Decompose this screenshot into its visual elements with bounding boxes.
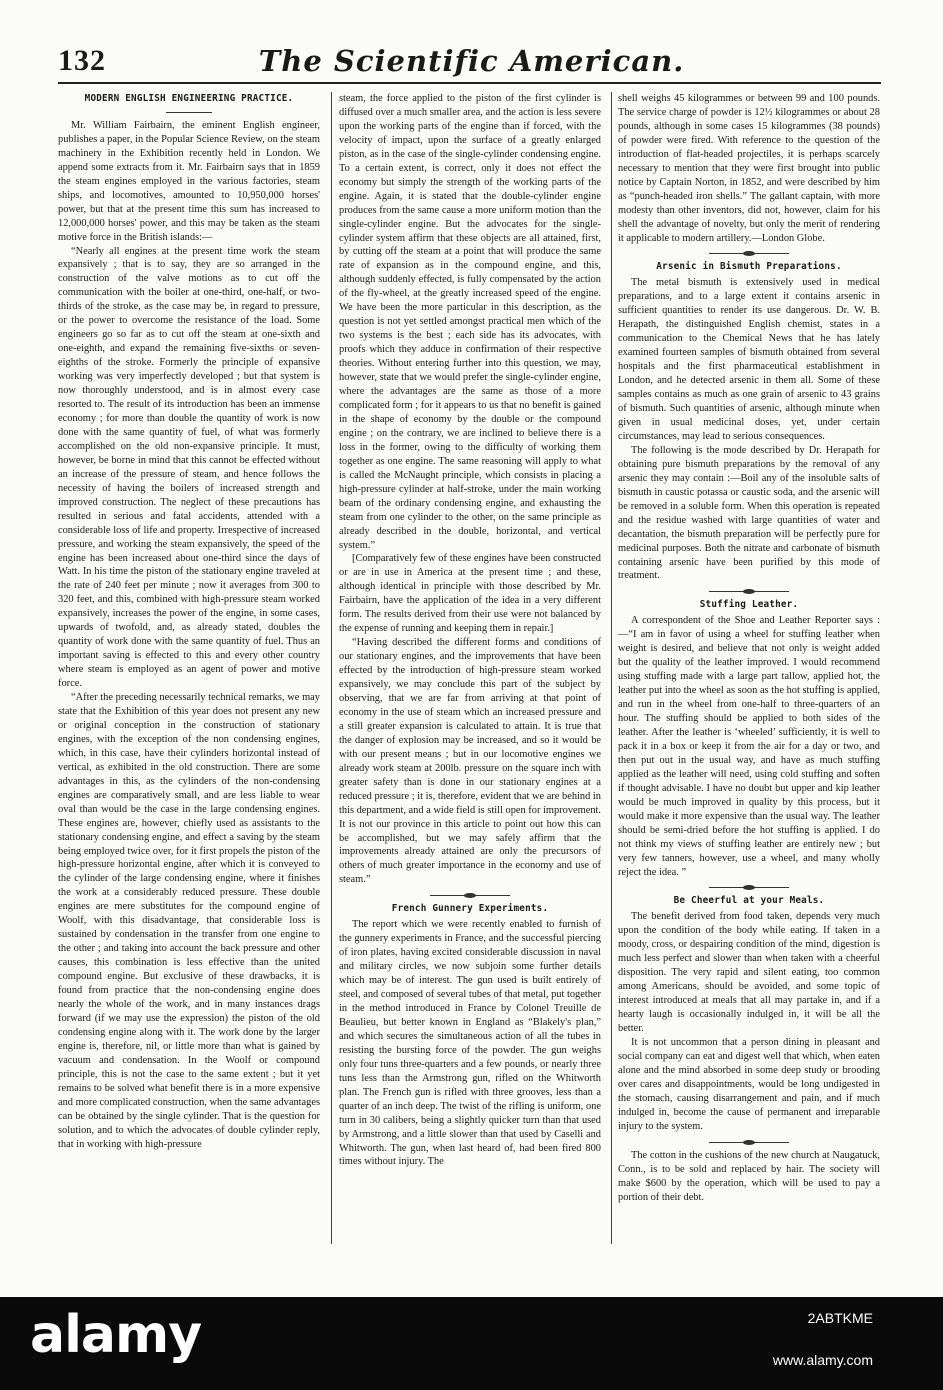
paragraph: The benefit derived from food taken, depends very much upon the condition of the body while eating. If taken in a moody, cross, or despairing condition of the mind, digestion is much less perfect and slower than when taken with a cheerful disposition. The very rapid and silent eating, too common among Americans, should be avoided, and some topic of interest introduced at meals that all may partake in, and if a hearty laugh is occasionally indulged in, it will be all the better. — [618, 911, 880, 1035]
section-ornament — [430, 895, 510, 896]
column-3 — [618, 92, 880, 1242]
image-id: 2ABTKME — [807, 1310, 873, 1326]
masthead: The Scientific American. — [258, 44, 685, 78]
article-title-bismuth: Arsenic in Bismuth Preparations. — [656, 261, 842, 273]
paragraph: The report which we were recently enabled to furnish of the gunnery experiments in France, and the successful piercing of iron plates, having excited considerable discussion in naval and military circles, we now subjoin some further details which may be of interest. The gun used is built entirely of steel, and composed of several tubes of that metal, put together in the method introduced in France by Colonel Treuille de Beaulieu, but better known in England as “Blakely's plan,” and which secures the simultaneous action of all the tubes in resisting the bursting force of the powder. The gun weighs only four tuns three-quarters and a few pounds, or nearly three tuns less than the Armstrong gun, rifled on the Whitworth plan. The French gun is rifled with three grooves, less than a quarter of an inch deep. The twist of the rifling is uniform, one turn in 30 calibers, being a slightly quicker turn than that used by Armstrong, and a little slower than that used by Caselli and Whitworth. The gun, when last heard of, had been fired 800 times without injury. The — [339, 919, 601, 1168]
paragraph: The following is the mode described by Dr. Herapath for obtaining pure bismuth preparations by the removal of any arsenic they may contain :—Boil any of the insoluble salts of bismuth in caustic potassa or caustic soda, and the arsenic will be removed in a soluble form. When this operation is repeated and the residue washed with large quantities of water and decantation, the bismuth preparation will be perfectly pure for medicinal purposes. Both the nitrate and carbonate of bismuth containing arsenic have been purified by this mode of treatment. — [618, 444, 880, 582]
paragraph: It is not uncommon that a person dining in pleasant and social company can eat and digest well that which, when eaten alone and the mind absorbed in some deep study or brooding over cares and disappointments, would be long undigested in the stomach, causing disarrangement and pain, and if much indulged in, become the cause of permanent and irreparable injury to the system. — [618, 1037, 880, 1132]
paragraph: The cotton in the cushions of the new church at Naugatuck, Conn., is to be sold and replaced by hair. The society will make $600 by the operation, which will be used to pay a portion of their debt. — [618, 1149, 880, 1203]
paragraph: steam, the force applied to the piston of the first cylinder is diffused over a much smaller area, and the action is less severe upon the working parts of the engine than if forced, with the velocity of impact, upon the surface of a greatly enlarged piston, as in the case of the single-cylinder condensing engine. To a certain extent, is correct, only it does not effect the economy but simply the strength of the working parts of the engine. Again, it is stated that the double-cylinder engine produces from the same cause a more uniform motion than the single-cylinder engine. But the advocates for the single-cylinder system affirm that these objects are all attained, first, by cutting off the steam at a point that will produce the same rate of expansion as in the compound engine, and this, although suddenly effected, is fully compensated by the action of the fly-wheel, at the greatly increased speed of the engine. We have been the more particular in this description, as the question is not yet settled amongst practical men which of the two systems is the best ; each side has its advocates, with proofs which they adduce in confirmation of their respective theories. Without entering further into this question, we may, however, state that we would prefer the single-cylinder engine, where the advantages are the same as those of a more complicated form ; for it appears to us that no benefit is gained in the shape of economy by the double or the compound engine ; on the contrary, we are inclined to believe there is a loss in the former, owing to the difficulty of working them together as one engine. The same reasoning will apply to what is called the McNaught principle, which consists in placing a high-pressure cylinder at half-stroke, under the main working beam of the ordinary condensing engine, and exhausting the steam from one cylinder to the other, on the same principle as already described in the double, horizontal, and vertical system.” — [339, 93, 601, 551]
article-title-gunnery: French Gunnery Experiments. — [391, 903, 549, 915]
paragraph: “Having described the different forms and conditions of our stationary engines, and the improvements that have been effected by the introduction of high-pressure steam worked expansively, we may conclude this part of the subject by observing, that we are far from arriving at that point of economy in the use of steam which an increased pressure and a still greater expansion is calculated to attain. It is true that the danger of explosion may be increased, and so it would be with our present means ; but in our locomotive engines we already work steam at 200lb. pressure on the square inch with greater safety than is done in our stationary engines at a reduced pressure ; it is, therefore, evident that we are behind in this department, and a wide field is still open for improvement. It is not our province in this article to point out how this can be accomplished, but we may safely affirm that the improvements already attained are only the precursors of others of much greater importance in the economy and use of steam.” — [339, 637, 601, 886]
column-divider — [611, 92, 612, 1244]
paragraph: shell weighs 45 kilogrammes or between 99 and 100 pounds. The service charge of powder is 12½ kilogrammes or about 28 pounds, although in some cases 15 kilogrammes (38 pounds) of powder were fired. With reference to the question of the introduction of flat-headed projectiles, it is perhaps scarcely necessary to mention that they were first brought into public notice by Captain Norton, in 1852, and were described by him as “punch-headed iron shells.” The gallant captain, with more modesty than other inventors, did not, however, claim for his shell the advantage of novelty, but only the merit of rendering it applicable to modern artillery.—London Globe. — [618, 93, 880, 244]
section-ornament — [709, 591, 789, 592]
section-ornament — [709, 1142, 789, 1143]
article-title-leather: Stuffing Leather. — [699, 599, 799, 611]
paragraph: [Comparatively few of these engines have been constructed or are in use in America at the present time ; and these, although identical in principle with those described by Mr. Fairbairn, have the application of the idea in a very different form. The results derived from their use were not balanced by the expense of running and keeping them in repair.] — [339, 553, 601, 635]
section-ornament — [709, 253, 789, 254]
section-ornament — [709, 887, 789, 888]
paragraph: The metal bismuth is extensively used in medical preparations, and to a large extent it contains arsenic in sufficient quantities to render its use dangerous. Dr. W. B. Herapath, the distinguished English chemist, states in a communication to the Chemical News that he has lately examined fourteen samples of bismuth obtained from several hospitals and the first pharmaceutical establishment in London, and he detected arsenic in them all. Some of these samples contains as much as one grain of arsenic to 43 grains of bismuth. Such quantities of arsenic, although minute when given in usual medicinal doses, yet, under certain circumstances, may lead to serious consequences. — [618, 277, 880, 442]
site-url: www.alamy.com — [772, 1352, 873, 1368]
alamy-logo: alamy — [30, 1305, 202, 1365]
column-2 — [339, 92, 601, 1242]
article-title-engineering: MODERN ENGLISH ENGINEERING PRACTICE. — [84, 93, 294, 104]
article-title-meals: Be Cheerful at your Meals. — [673, 895, 825, 907]
column-1 — [58, 92, 320, 1242]
title-rule — [166, 112, 212, 113]
paragraph: Mr. William Fairbairn, the eminent English engineer, publishes a paper, in the Popular Science Review, on the steam machinery in the Exhibition recently held in London. We append some extracts from it. Mr. Fairbairn says that in 1859 the steam engines employed in the various factories, steam ships, and locomotives, amounted to 10,950,000 horses' power, but that at the present time this sum has increased to 12,000,000 horses' power, and this may be taken as the steam motive force in the British islands:— — [58, 119, 320, 243]
paragraph: A correspondent of the Shoe and Leather Reporter says :—“I am in favor of using a wheel for stuffing leather when weight is desired, and believe that not only is weight added but the quality of the leather improved. I would recommend using stuffing made with a large part tallow, applied hot, the leather put into the wheel as soon as the hot stuffing is applied, and run in the wheel from one-half to three-quarters of an hour. The stuffing should be applied to both sides of the leather. After the leather is ‘wheeled’ sufficiently, it is well to pack it in a box or keep it from the air for a day or two, and then put out in the usual way, and have as much stuffing applied as the leather will need, using cold stuffing and soften if thought advisable. I have no doubt but upper and kip leather would be much improved in quality by this process, but it would make it more expensive than the usual way. The leather should be semi-dried before the hot stuffing is applied. I do not think my views of stuffing leather are entirely new ; but very few tanners, however, use a wheel, and many wholly reject the idea. ” — [618, 615, 880, 878]
paragraph: “Nearly all engines at the present time work the steam expansively ; that is to say, they are so arranged in the construction of the valve motions as to cut off the communication with the boiler at one-third, one-half, or two-thirds of the stroke, as the case may be, in regard to pressure, or the power to overcome the resistance of the load. Some engineers go so far as to cut off the steam at one-sixth and one-eighth, and expand the remaining five-sixths or seven-eighths of the stroke. Formerly the principle of expansive working was very imperfectly developed ; but that system is now thoroughly understood, and is in almost every case resorted to. The result of its introduction has been an immense economy ; for more than double the quantity of work is now done with the same quantity of fuel, of what was formerly accomplished on the old non-expansive principle. It must, however, be borne in mind that this cannot be effected without an increase of the pressure of steam, and hence follows the necessity of having the boilers of increased strength and improved construction. The neglect of these precautions has resulted in serious and fatal accidents, attended with a considerable loss of life and property. Irrespective of increased pressure, and working the steam expansively, the speed of the engine has been increased about one-third since the days of Watt. In his time the piston of the stationary engine traveled at the rate of 240 feet per minute ; now it averages from 300 to 320 feet, and this, combined with high-pressure steam worked expansively, increases the power of the engine, in some cases, upwards of twofold, and, as already stated, doubles the quantity of work done with the same quantity of fuel. Thus an important saving is effected to this and every other country where steam is employed as an agent of power and motive force. — [58, 245, 320, 690]
paragraph: “After the preceding necessarily technical remarks, we may state that the Exhibition of this year does not present any new or original conception in the construction of stationary engines, with the exception of the non condensing engines, which, in this case, have their cylinders horizontal instead of vertical, as exhibited in the old construction. There are some advantages in this, as the cylinders of the non-condensing engines are comparatively small, and are less liable to wear oval than would be the case in the large condensing engines. These engines are, however, chiefly used as assistants to the stationary condensing engine, and effect a saving by the steam being employed twice over, for it first propels the piston of the high-pressure horizontal engine, after which it is conveyed to the cylinder of the large condensing engine, where it finishes the work at a considerably reduced pressure. These double engines are mere substitutes for the compound engine of Woolf, with this disadvantage, that considerable loss is sustained by condensation in the transfer from one engine to the other ; and taking into account the back pressure and other causes, this combination is less effective than the united compound engine. But exclusive of these drawbacks, it is found from practice that the non-condensing engine does nearly the whole of the work, and in many instances drags forward (if we may use the expression) the piston of the old condensing engine along with it. The work done by the larger engine is, therefore, nil, or little more than what is gained by vacuum and condensation. In the Woolf or compound principle, this is not the case to the same extent ; but it yet remains to be solved what benefit there is in a more expensive and more complicated construction, when the same advantages can be obtained by the single cylinder. That is the question for solution, and to which the advocates of double cylinder reply, that in working with high-pressure — [58, 692, 320, 1150]
column-divider — [331, 92, 332, 1244]
header-rule — [58, 82, 881, 84]
page-number: 132 — [58, 44, 106, 77]
